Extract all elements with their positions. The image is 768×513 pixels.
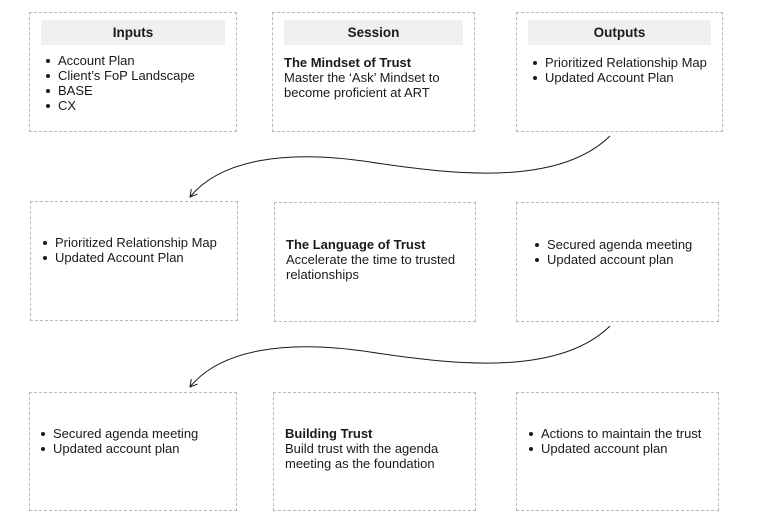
connector-arrow-row1-to-row2	[190, 136, 610, 197]
session-box-row1	[272, 12, 475, 132]
list-item: Updated account plan	[533, 252, 692, 267]
session-description: Master the ‘Ask’ Mindset to become proficient at ART	[284, 70, 440, 100]
list-item: Secured agenda meeting	[39, 426, 198, 441]
session-description: Build trust with the agenda meeting as the foundation	[285, 441, 439, 471]
list-item: CX	[44, 98, 195, 113]
session-text-row3	[285, 426, 467, 471]
list-item: Prioritized Relationship Map	[531, 55, 707, 70]
session-header: Session	[284, 20, 463, 45]
outputs-box-row3	[516, 392, 719, 511]
list-item: Updated account plan	[39, 441, 198, 456]
list-item: Updated Account Plan	[41, 250, 217, 265]
inputs-list-row2	[41, 235, 217, 265]
list-item: Secured agenda meeting	[533, 237, 692, 252]
session-box-row2	[274, 202, 476, 322]
list-item: Actions to maintain the trust	[527, 426, 701, 441]
list-item: Account Plan	[44, 53, 195, 68]
outputs-box-row1	[516, 12, 723, 132]
inputs-list-row1	[44, 53, 195, 113]
inputs-list-row3	[39, 426, 198, 456]
session-box-row3	[273, 392, 476, 511]
list-item: BASE	[44, 83, 195, 98]
inputs-box-row3	[29, 392, 237, 511]
outputs-header: Outputs	[528, 20, 711, 45]
list-item: Prioritized Relationship Map	[41, 235, 217, 250]
outputs-list-row1	[531, 55, 707, 85]
session-text-row1	[284, 55, 464, 100]
inputs-box-row2	[30, 201, 238, 321]
list-item: Updated account plan	[527, 441, 701, 456]
session-title: The Mindset of Trust	[284, 55, 412, 70]
session-description: Accelerate the time to trusted relationships	[286, 252, 456, 282]
outputs-list-row2	[533, 237, 692, 267]
inputs-box-row1	[29, 12, 237, 132]
session-title: The Language of Trust	[286, 237, 426, 252]
outputs-box-row2	[516, 202, 719, 322]
connector-arrow-row2-to-row3	[190, 326, 610, 387]
session-title: Building Trust	[285, 426, 373, 441]
list-item: Client’s FoP Landscape	[44, 68, 195, 83]
session-text-row2	[286, 237, 468, 282]
list-item: Updated Account Plan	[531, 70, 707, 85]
inputs-header: Inputs	[41, 20, 225, 45]
outputs-list-row3	[527, 426, 701, 456]
